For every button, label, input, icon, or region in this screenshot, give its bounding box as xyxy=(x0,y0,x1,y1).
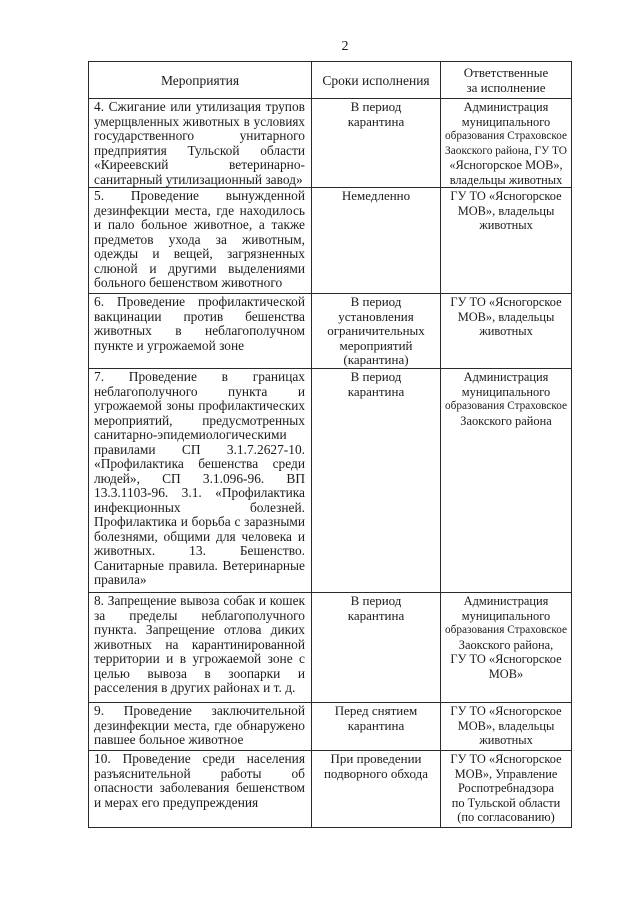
header-responsible-line: за исполнение xyxy=(466,80,546,95)
activity-text-line: мероприятий, предусмотренных xyxy=(94,412,305,428)
activity-cell xyxy=(89,751,312,828)
responsible-text-line: образования Страховское xyxy=(444,130,568,142)
deadline-cell xyxy=(312,188,441,294)
activity-text-line: 6. Проведение профилактической xyxy=(94,294,305,309)
activity-text-line: санитарный утилизационный завод» xyxy=(94,171,303,187)
responsible-text-line: МОВ», владельцы xyxy=(457,309,555,324)
activity-text-line: Профилактика и борьба с заразными xyxy=(94,514,305,529)
measures-table xyxy=(88,61,572,828)
deadline-text-line: Перед снятием xyxy=(334,703,418,718)
responsible-cell xyxy=(441,294,572,369)
activity-text-line: слюной и другими выделениями xyxy=(94,260,305,276)
activity-text-line: 10. Проведение среди населения xyxy=(94,751,305,766)
responsible-text-line: владельцы животных xyxy=(449,172,563,187)
responsible-text-line: (по согласованию) xyxy=(457,810,555,824)
deadline-cell xyxy=(312,99,441,188)
deadline-cell xyxy=(312,751,441,828)
deadline-text-line: карантина xyxy=(347,113,405,129)
responsible-cell xyxy=(441,593,572,703)
responsible-text-line: МОВ» xyxy=(488,666,524,681)
responsible-text-line: «Ясногорское МОВ», xyxy=(449,158,563,172)
activity-text-line: 4. Сжигание или утилизация трупов xyxy=(94,99,305,114)
table-row xyxy=(89,294,572,369)
activity-text-line: опасности заболевания бешенством xyxy=(94,780,305,795)
deadline-text-line: установления xyxy=(338,308,414,324)
activity-text-line: разъяснительной работы об xyxy=(94,765,305,781)
deadline-text-line: При проведении xyxy=(330,751,422,766)
activity-text-line: павшее больное животное xyxy=(94,732,244,747)
activity-text-line: 8. Запрещение вывоза собак и кошек xyxy=(94,593,305,608)
activity-text-line: пункта. Запрещение отлова диких xyxy=(94,622,305,637)
activity-text-line: вакцинации против бешенства xyxy=(94,308,305,324)
responsible-text-line: по Тульской области xyxy=(451,795,561,810)
activity-text-line: Санитарные правила. Ветеринарные xyxy=(94,557,305,573)
header-responsible xyxy=(441,62,572,99)
responsible-text-line: ГУ ТО «Ясногорское xyxy=(450,652,562,666)
responsible-text-line: Администрация xyxy=(463,594,549,608)
activity-text-line: и мерах его предупреждения xyxy=(94,794,259,810)
responsible-text-line: животных xyxy=(479,733,533,747)
activity-text-line: санитарно-эпидемиологическими xyxy=(94,427,287,442)
table-row xyxy=(89,593,572,703)
activity-text-line: расселения в других районах и т. д. xyxy=(94,680,296,695)
deadline-cell xyxy=(312,593,441,703)
responsible-text-line: ГУ ТО «Ясногорское xyxy=(450,295,562,309)
activity-text-line: и пало больное животное, а также xyxy=(94,217,305,232)
header-responsible-line: Ответственные xyxy=(463,65,549,80)
responsible-text-line: животных xyxy=(479,218,533,232)
activity-text-line: 7. Проведение в границах xyxy=(94,369,305,384)
activity-text-line: правилами СП 3.1.7.2627-10. xyxy=(94,441,305,457)
responsible-text-line: ГУ ТО «Ясногорское xyxy=(450,704,562,718)
responsible-text-line: муниципального xyxy=(461,384,551,399)
activity-text-line: за пределы неблагополучного xyxy=(94,607,305,623)
responsible-cell xyxy=(441,751,572,828)
activity-cell xyxy=(89,294,312,369)
responsible-text-line: образования Страховское xyxy=(444,624,568,636)
deadline-cell xyxy=(312,369,441,593)
activity-cell xyxy=(89,593,312,703)
activity-text-line: животных. 13. Бешенство. xyxy=(94,543,305,558)
activity-text-line: пункте и угрожаемой зоне xyxy=(94,337,245,353)
table-row xyxy=(89,751,572,828)
responsible-cell xyxy=(441,369,572,593)
activity-text-line: неблагополучного пункта и xyxy=(94,383,305,399)
table-body xyxy=(89,99,572,828)
table-row xyxy=(89,369,572,593)
activity-text-line: правила» xyxy=(94,572,147,587)
deadline-text-line: В период xyxy=(350,294,402,309)
deadline-text-line: карантина xyxy=(347,607,405,623)
responsible-text-line: МОВ», владельцы xyxy=(457,203,555,218)
responsible-text-line: образования Страховское xyxy=(444,400,568,412)
activity-text-line: 13.3.1103-96. 3.1. «Профилактика xyxy=(94,485,305,500)
deadline-text-line: карантина xyxy=(347,717,405,733)
activity-text-line: умерщвленных животных в условиях xyxy=(94,113,305,129)
activity-cell xyxy=(89,188,312,294)
table-row xyxy=(89,188,572,294)
activity-text-line: территории и в угрожаемой зоне с xyxy=(94,651,305,666)
activity-text-line: предметов ухода за животным, xyxy=(94,231,305,247)
responsible-text-line: муниципального xyxy=(461,608,551,623)
activity-text-line: животных в неблагополучном xyxy=(94,323,305,338)
responsible-text-line: Роспотребнадзора xyxy=(457,781,555,795)
responsible-text-line: Заокского района xyxy=(460,413,552,428)
activity-text-line: 5. Проведение вынужденной xyxy=(94,188,305,203)
deadline-text-line: В период xyxy=(350,99,402,114)
responsible-text-line: МОВ», Управление xyxy=(454,766,558,781)
activity-text-line: 9. Проведение заключительной xyxy=(94,703,305,718)
deadline-text-line: карантина xyxy=(347,383,405,399)
deadline-text-line: ограничительных xyxy=(327,323,425,338)
activity-text-line: дезинфекции места, где обнаружено xyxy=(94,717,305,733)
activity-text-line: болезнями, общими для человека и xyxy=(94,528,305,544)
deadline-cell xyxy=(312,294,441,369)
activity-text-line: «Профилактика бешенства среди xyxy=(94,456,305,471)
activity-text-line: инфекционных болезней. xyxy=(94,499,305,515)
responsible-text-line: Администрация xyxy=(463,100,549,114)
responsible-text-line: Заокского района, ГУ ТО xyxy=(445,144,567,157)
table-header-row xyxy=(89,62,572,99)
table-row xyxy=(89,703,572,751)
responsible-cell xyxy=(441,188,572,294)
activity-text-line: дезинфекции места, где находилось xyxy=(94,202,305,218)
activity-text-line: предприятия Тульской области xyxy=(94,142,305,158)
activity-cell xyxy=(89,99,312,188)
responsible-text-line: МОВ», владельцы xyxy=(457,718,555,733)
deadline-text-line: мероприятий xyxy=(339,337,413,353)
deadline-text-line: (карантина) xyxy=(343,352,409,367)
page-number: 2 xyxy=(341,39,349,54)
activity-cell xyxy=(89,369,312,593)
activity-text-line: целью вывоза в зоопарки и xyxy=(94,665,305,681)
header-deadline: Сроки исполнения xyxy=(312,62,441,99)
activity-text-line: «Киреевский ветеринарно- xyxy=(94,157,305,172)
responsible-text-line: муниципального xyxy=(461,114,551,129)
responsible-text-line: Администрация xyxy=(463,370,549,384)
responsible-text-line: ГУ ТО «Ясногорское xyxy=(450,752,562,766)
responsible-cell xyxy=(441,703,572,751)
activity-cell xyxy=(89,703,312,751)
activity-text-line: угрожаемой зоны профилактических xyxy=(94,398,305,413)
header-activity: Мероприятия xyxy=(89,62,312,99)
activity-text-line: больного бешенством животного xyxy=(94,275,283,290)
responsible-text-line: животных xyxy=(479,324,533,338)
activity-text-line: одежды и вещей, загрязненных xyxy=(94,246,305,261)
deadline-text-line: В период xyxy=(350,369,402,384)
table-row xyxy=(89,99,572,188)
activity-text-line: людей», СП 3.1.096-96. ВП xyxy=(94,470,305,486)
responsible-text-line: Заокского района, xyxy=(458,637,554,652)
activity-text-line: государственного унитарного xyxy=(94,128,305,143)
deadline-cell xyxy=(312,703,441,751)
deadline-text-line: В период xyxy=(350,593,402,608)
deadline-text-line: подворного обхода xyxy=(323,765,429,781)
deadline-text-line: Немедленно xyxy=(341,188,411,203)
activity-text-line: животных на карантинированной xyxy=(94,636,305,652)
responsible-text-line: ГУ ТО «Ясногорское xyxy=(450,189,562,203)
responsible-cell xyxy=(441,99,572,188)
